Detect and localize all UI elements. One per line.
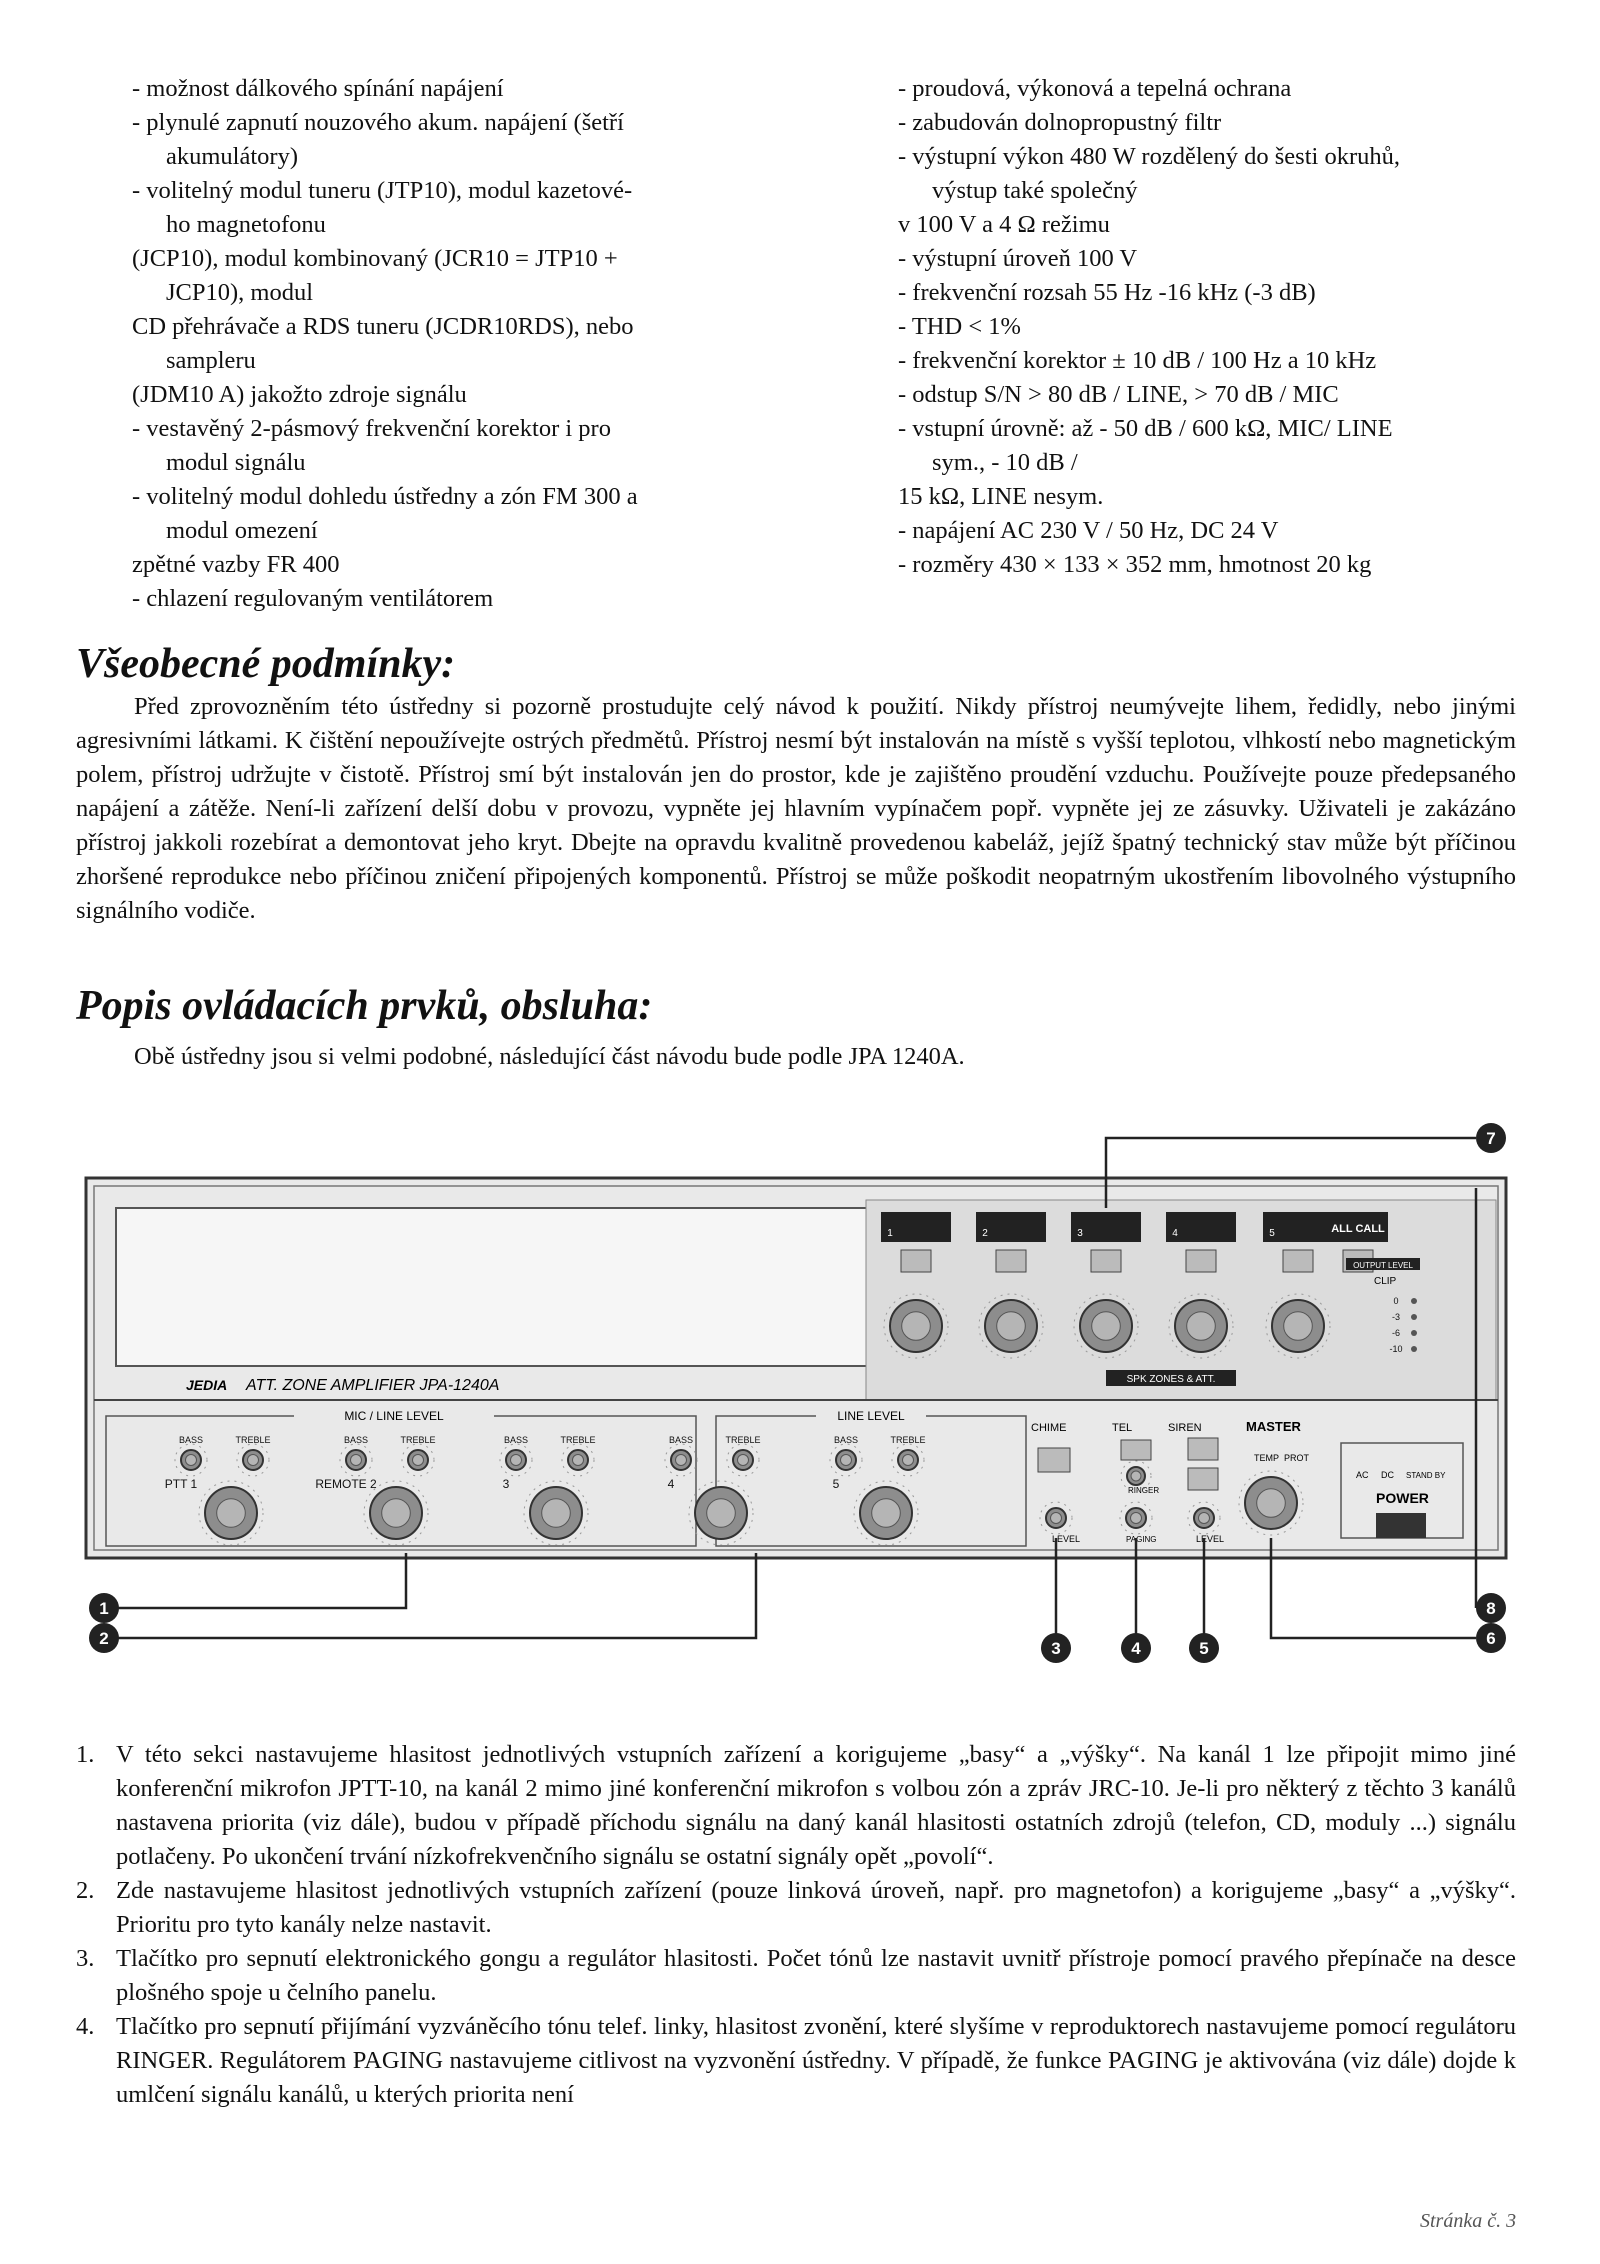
feature-line: - plynulé zapnutí nouzového akum. napájení (šetří (132, 109, 624, 136)
list-item (76, 1738, 1516, 1874)
feature-line: modul signálu (166, 449, 306, 476)
spec-line: v 100 V a 4 Ω režimu (898, 211, 1110, 238)
tel-button (1121, 1440, 1151, 1460)
feature-line: - volitelný modul dohledu ústředny a zón FM 300 a (132, 483, 638, 510)
mic-line-level-label: MIC / LINE LEVEL (344, 1409, 444, 1423)
power-label: POWER (1376, 1490, 1429, 1506)
list-item (76, 1874, 1516, 1942)
spec-line: - odstup S/N > 80 dB / LINE, > 70 dB / MIC (898, 381, 1339, 408)
prot-label: PROT (1284, 1453, 1310, 1463)
callout-number: 3 (1051, 1639, 1061, 1658)
treble-label: TREBLE (400, 1435, 436, 1445)
zone-button (1186, 1250, 1216, 1272)
feature-line: modul omezení (166, 517, 318, 544)
right-spec-list (898, 72, 1538, 582)
bass-label: BASS (178, 1435, 204, 1445)
zone-number-label: 1 (887, 1228, 893, 1239)
clip-label: CLIP (1374, 1276, 1397, 1287)
control-description-list (76, 1738, 1516, 2112)
channel-label: 5 (832, 1477, 840, 1491)
zone-number-label: 3 (1077, 1228, 1083, 1239)
tel-label: TEL (1112, 1422, 1133, 1434)
list-item-number: 3. (76, 1945, 95, 1972)
spec-line: - frekvenční korektor ± 10 dB / 100 Hz a 10 kHz (898, 347, 1377, 374)
spec-line: - zabudován dolnopropustný filtr (898, 109, 1222, 136)
page-number: Stránka č. 3 (1420, 2210, 1517, 2232)
list-item-number: 1. (76, 1741, 95, 1768)
list-item-text: Tlačítko pro sepnutí elektronického gongu a regulátor hlasitosti. Počet tónů lze nastavit uvnitř přístroje pomocí pravého přepínače na desce plošného spoje u čelního panelu. (116, 1945, 1516, 2006)
amplifier-front-panel-illustration (76, 1108, 1536, 1668)
line-level-label: LINE LEVEL (837, 1409, 905, 1423)
bass-label: BASS (343, 1435, 369, 1445)
feature-line: - volitelný modul tuneru (JTP10), modul kazetové- (132, 177, 633, 204)
feature-line: CD přehrávače a RDS tuneru (JCDR10RDS), nebo (132, 313, 634, 340)
callout-number: 4 (1131, 1639, 1141, 1658)
treble-label: TREBLE (235, 1435, 271, 1445)
meter-label: -10 (1389, 1344, 1403, 1354)
general-conditions-text: Před zprovozněním této ústředny si pozorně prostudujte celý návod k použití. Nikdy přístroj neumývejte lihem, ředidly, nebo jinými agresivními látkami. K čištění nepoužívejte ostrých předmětů. Přístroj nesmí být instalován na místě s vyšší teplotou, vlhkostí nebo magnetickým polem, přístroj udržujte v čistotě. Přístroj smí být instalován jen do prostor, kde je zajištěno proudění vzduchu. Používejte pouze předepsaného napájení a zátěže. Není-li zařízení delší dobu v provozu, vypněte jej hlavním vypínačem popř. vypněte jej ze zásuvky. Uživateli je zakázáno přístroj jakkoli rozebírat a demontovat jeho kryt. Dbejte na opravdu kvalitně provedenou kabeláž, jejíž špatný technický stav může být příčinou zhoršené reprodukce nebo příčinou zničení připojených komponentů. Přístroj se může poškodit neopatrným ukostřením libovolného výstupního signálního vodiče. (76, 693, 1516, 924)
ringer-label: RINGER (1128, 1486, 1160, 1495)
spec-line: - proudová, výkonová a tepelná ochrana (898, 75, 1292, 102)
spec-line: sym., - 10 dB / (932, 449, 1078, 476)
meter-label: -3 (1391, 1312, 1401, 1322)
treble-label: TREBLE (560, 1435, 596, 1445)
list-item-number: 4. (76, 2013, 95, 2040)
zone-number-label: 5 (1269, 1228, 1275, 1239)
display-window (116, 1208, 876, 1366)
feature-line: (JDM10 A) jakožto zdroje signálu (132, 381, 467, 408)
ac-label: AC (1356, 1470, 1369, 1480)
callout-number: 8 (1486, 1599, 1496, 1618)
bass-label: BASS (503, 1435, 529, 1445)
chime-label: CHIME (1031, 1422, 1067, 1434)
siren-level-label: LEVEL (1196, 1534, 1225, 1544)
list-item-number: 2. (76, 1877, 95, 1904)
brand-logo: JEDIA (186, 1377, 228, 1393)
meter-label: 0 (1393, 1296, 1399, 1306)
spec-line: 15 kΩ, LINE nesym. (898, 483, 1104, 510)
zone-button (1283, 1250, 1313, 1272)
treble-label: TREBLE (725, 1435, 761, 1445)
all-call-label: ALL CALL (1331, 1223, 1385, 1235)
power-button (1376, 1513, 1426, 1538)
model-label: ATT. ZONE AMPLIFIER JPA-1240A (246, 1377, 500, 1394)
chime-button (1038, 1448, 1070, 1472)
spec-line: výstup také společný (932, 177, 1138, 204)
controls-heading: Popis ovládacích prvků, obsluha: (76, 983, 653, 1029)
list-item-text: V této sekci nastavujeme hlasitost jednotlivých vstupních zařízení a korigujeme „basy“ a „výšky“. Na kanál 1 lze připojit mimo jiné konferenční mikrofon JPTT-10, na kanál 2 mimo jiné konferenční mikrofon s volbou zón a zpráv JRC-10. Je-li pro některý z těchto 3 kanálů nastavena priorita (viz dále), budou v případě příchodu signálu na daný kanál hlasitosti ostatních zdrojů (telefon, CD, moduly ...) signálu potlačeny. Po ukončení trvání nízkofrekvenčního signálu se ostatní signály opět „povolí“. (116, 1741, 1516, 1870)
bass-label: BASS (668, 1435, 694, 1445)
spec-line: - napájení AC 230 V / 50 Hz, DC 24 V (898, 517, 1279, 544)
bass-label: BASS (833, 1435, 859, 1445)
callout-number: 1 (99, 1599, 109, 1618)
spk-zones-label: SPK ZONES & ATT. (1126, 1374, 1216, 1385)
spec-line: - THD < 1% (898, 313, 1021, 340)
feature-line: - vestavěný 2-pásmový frekvenční korektor i pro (132, 415, 611, 442)
channel-label: PTT 1 (164, 1477, 198, 1491)
spec-line: - rozměry 430 × 133 × 352 mm, hmotnost 20 kg (898, 551, 1372, 578)
siren-button (1188, 1438, 1218, 1460)
temp-label: TEMP (1254, 1453, 1280, 1463)
feature-line: - chlazení regulovaným ventilátorem (132, 585, 494, 612)
treble-label: TREBLE (890, 1435, 926, 1445)
list-item-text: Tlačítko pro sepnutí přijímání vyzváněcího tónu telef. linky, hlasitost zvonění, které slyšíme v reproduktorech nastavujeme pomocí regulátoru RINGER. Regulátorem PAGING nastavujeme citlivost na vyzvonění ústředny. V případě, že funkce PAGING je aktivována (viz dále) dojde k umlčení signálu kanálů, u kterých priorita není (116, 2013, 1516, 2108)
channel-label: 4 (667, 1477, 675, 1491)
channel-label: REMOTE 2 (315, 1477, 377, 1491)
callout-number: 7 (1486, 1129, 1496, 1148)
master-label: MASTER (1246, 1419, 1301, 1434)
feature-line: zpětné vazby FR 400 (132, 551, 340, 578)
dc-label: DC (1381, 1470, 1394, 1480)
feature-line: akumulátory) (166, 143, 298, 170)
zone-button (901, 1250, 931, 1272)
feature-line: ho magnetofonu (166, 211, 326, 238)
feature-line: JCP10), modul (166, 279, 314, 306)
left-feature-list (132, 72, 762, 616)
controls-intro: Obě ústředny jsou si velmi podobné, následující část návodu bude podle JPA 1240A. (134, 1043, 965, 1070)
chime-level-label: LEVEL (1052, 1534, 1081, 1544)
standby-label: STAND BY (1406, 1471, 1446, 1480)
feature-line: (JCP10), modul kombinovaný (JCR10 = JTP10 + (132, 245, 618, 272)
spec-line: - výstupní úroveň 100 V (898, 245, 1138, 272)
list-item (76, 1942, 1516, 2010)
siren-label: SIREN (1168, 1422, 1202, 1434)
feature-line: sampleru (166, 347, 256, 374)
channel-label: 3 (502, 1477, 510, 1491)
meter-label: -6 (1391, 1328, 1401, 1338)
zone-button (1091, 1250, 1121, 1272)
zone-number-label: 2 (982, 1228, 988, 1239)
feature-line: - možnost dálkového spínání napájení (132, 75, 504, 102)
paging-label: PAGING (1126, 1535, 1157, 1544)
zone-number-label: 4 (1172, 1228, 1178, 1239)
siren-button-2 (1188, 1468, 1218, 1490)
callout-number: 2 (99, 1629, 109, 1648)
spec-line: - výstupní výkon 480 W rozdělený do šesti okruhů, (898, 143, 1400, 170)
callout-number: 6 (1486, 1629, 1496, 1648)
zone-button (996, 1250, 1026, 1272)
general-conditions-heading: Všeobecné podmínky: (76, 641, 456, 687)
spec-line: - frekvenční rozsah 55 Hz -16 kHz (-3 dB) (898, 279, 1316, 306)
spec-line: - vstupní úrovně: až - 50 dB / 600 kΩ, MIC/ LINE (898, 415, 1393, 442)
output-level-label: OUTPUT LEVEL (1353, 1261, 1413, 1270)
list-item (76, 2010, 1516, 2112)
list-item-text: Zde nastavujeme hlasitost jednotlivých vstupních zařízení (pouze linková úroveň, např. pro magnetofon) a korigujeme „basy“ a „výšky“. Prioritu pro tyto kanály nelze nastavit. (116, 1877, 1516, 1938)
callout-number: 5 (1199, 1639, 1209, 1658)
